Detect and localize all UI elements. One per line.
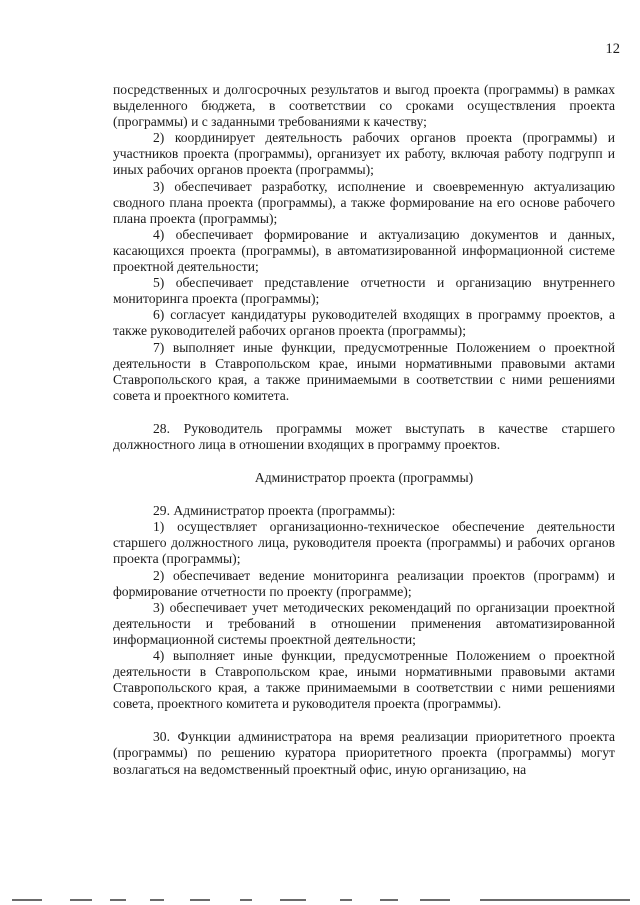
list-item-29-1: 1) осуществляет организационно-техническое обеспечение деятельности старшего должностного лица, руководителя проекта (программы) и рабочих органов проекта (программы); xyxy=(113,519,615,567)
list-item-27-4: 4) обеспечивает формирование и актуализацию документов и данных, касающихся проекта (программы), в автоматизированной информационной системе проектной деятельности; xyxy=(113,226,615,275)
clause-29: 29. Администратор проекта (программы): xyxy=(153,503,396,519)
list-item-27-7: 7) выполняет иные функции, предусмотренные Положением о проектной деятельности в Ставропольском крае, иными нормативными правовыми актами Ставропольского края, а также принимаемыми в соответствии с ними решениями совета и проектного комитета. xyxy=(113,339,615,403)
clause-30: 30. Функции администратора на время реализации приоритетного проекта (программы) по решению куратора приоритетного проекта (программы) могут возлагаться на ведомственный проектный офис, иную организацию, на xyxy=(113,729,615,777)
list-item-29-2: 2) обеспечивает ведение мониторинга реализации проектов (программ) и формирование отчетности по проекту (программе); xyxy=(113,567,615,599)
paragraph-continuation: посредственных и долгосрочных результатов и выгод проекта (программы) в рамках выделенного бюджета, в соответствии со сроками осуществления проекта (программы) и с заданными требованиями к качеству; xyxy=(113,82,615,130)
list-item-27-3: 3) обеспечивает разработку, исполнение и своевременную актуализацию сводного плана проекта (программы), а также формирование на его основе рабочего плана проекта (программы); xyxy=(113,178,615,226)
clause-28: 28. Руководитель программы может выступать в качестве старшего должностного лица в отношении входящих в программу проектов. xyxy=(113,420,615,452)
paragraph-gap xyxy=(113,404,615,421)
paragraph-gap xyxy=(113,712,615,729)
scan-bottom-edge xyxy=(0,893,640,905)
section-heading: Администратор проекта (программы) xyxy=(254,470,474,486)
list-item-27-2: 2) координирует деятельность рабочих органов проекта (программы) и участников проекта (программы), организует их работу, включая работу подгрупп и иных рабочих органов проекта (программы); xyxy=(113,130,615,178)
paragraph-gap xyxy=(113,486,615,503)
page-number: 12 xyxy=(605,41,620,57)
list-item-29-4: 4) выполняет иные функции, предусмотренные Положением о проектной деятельности в Ставропольском крае, иными нормативными правовыми актами Ставропольского края, а также принимаемыми в соответствии с ними решениями совета, проектного комитета и руководителя проекта (программы). xyxy=(113,648,615,712)
list-item-27-6: 6) согласует кандидатуры руководителей входящих в программу проектов, а также руководителей рабочих органов проекта (программы); xyxy=(113,307,615,339)
paragraph-gap xyxy=(113,453,615,470)
document-body xyxy=(113,82,615,778)
list-item-29-3: 3) обеспечивает учет методических рекомендаций по организации проектной деятельности и требований в отношении применения автоматизированной информационной системы проектной деятельности; xyxy=(113,599,615,647)
list-item-27-5: 5) обеспечивает представление отчетности и организацию внутреннего мониторинга проекта (программы); xyxy=(113,275,615,307)
